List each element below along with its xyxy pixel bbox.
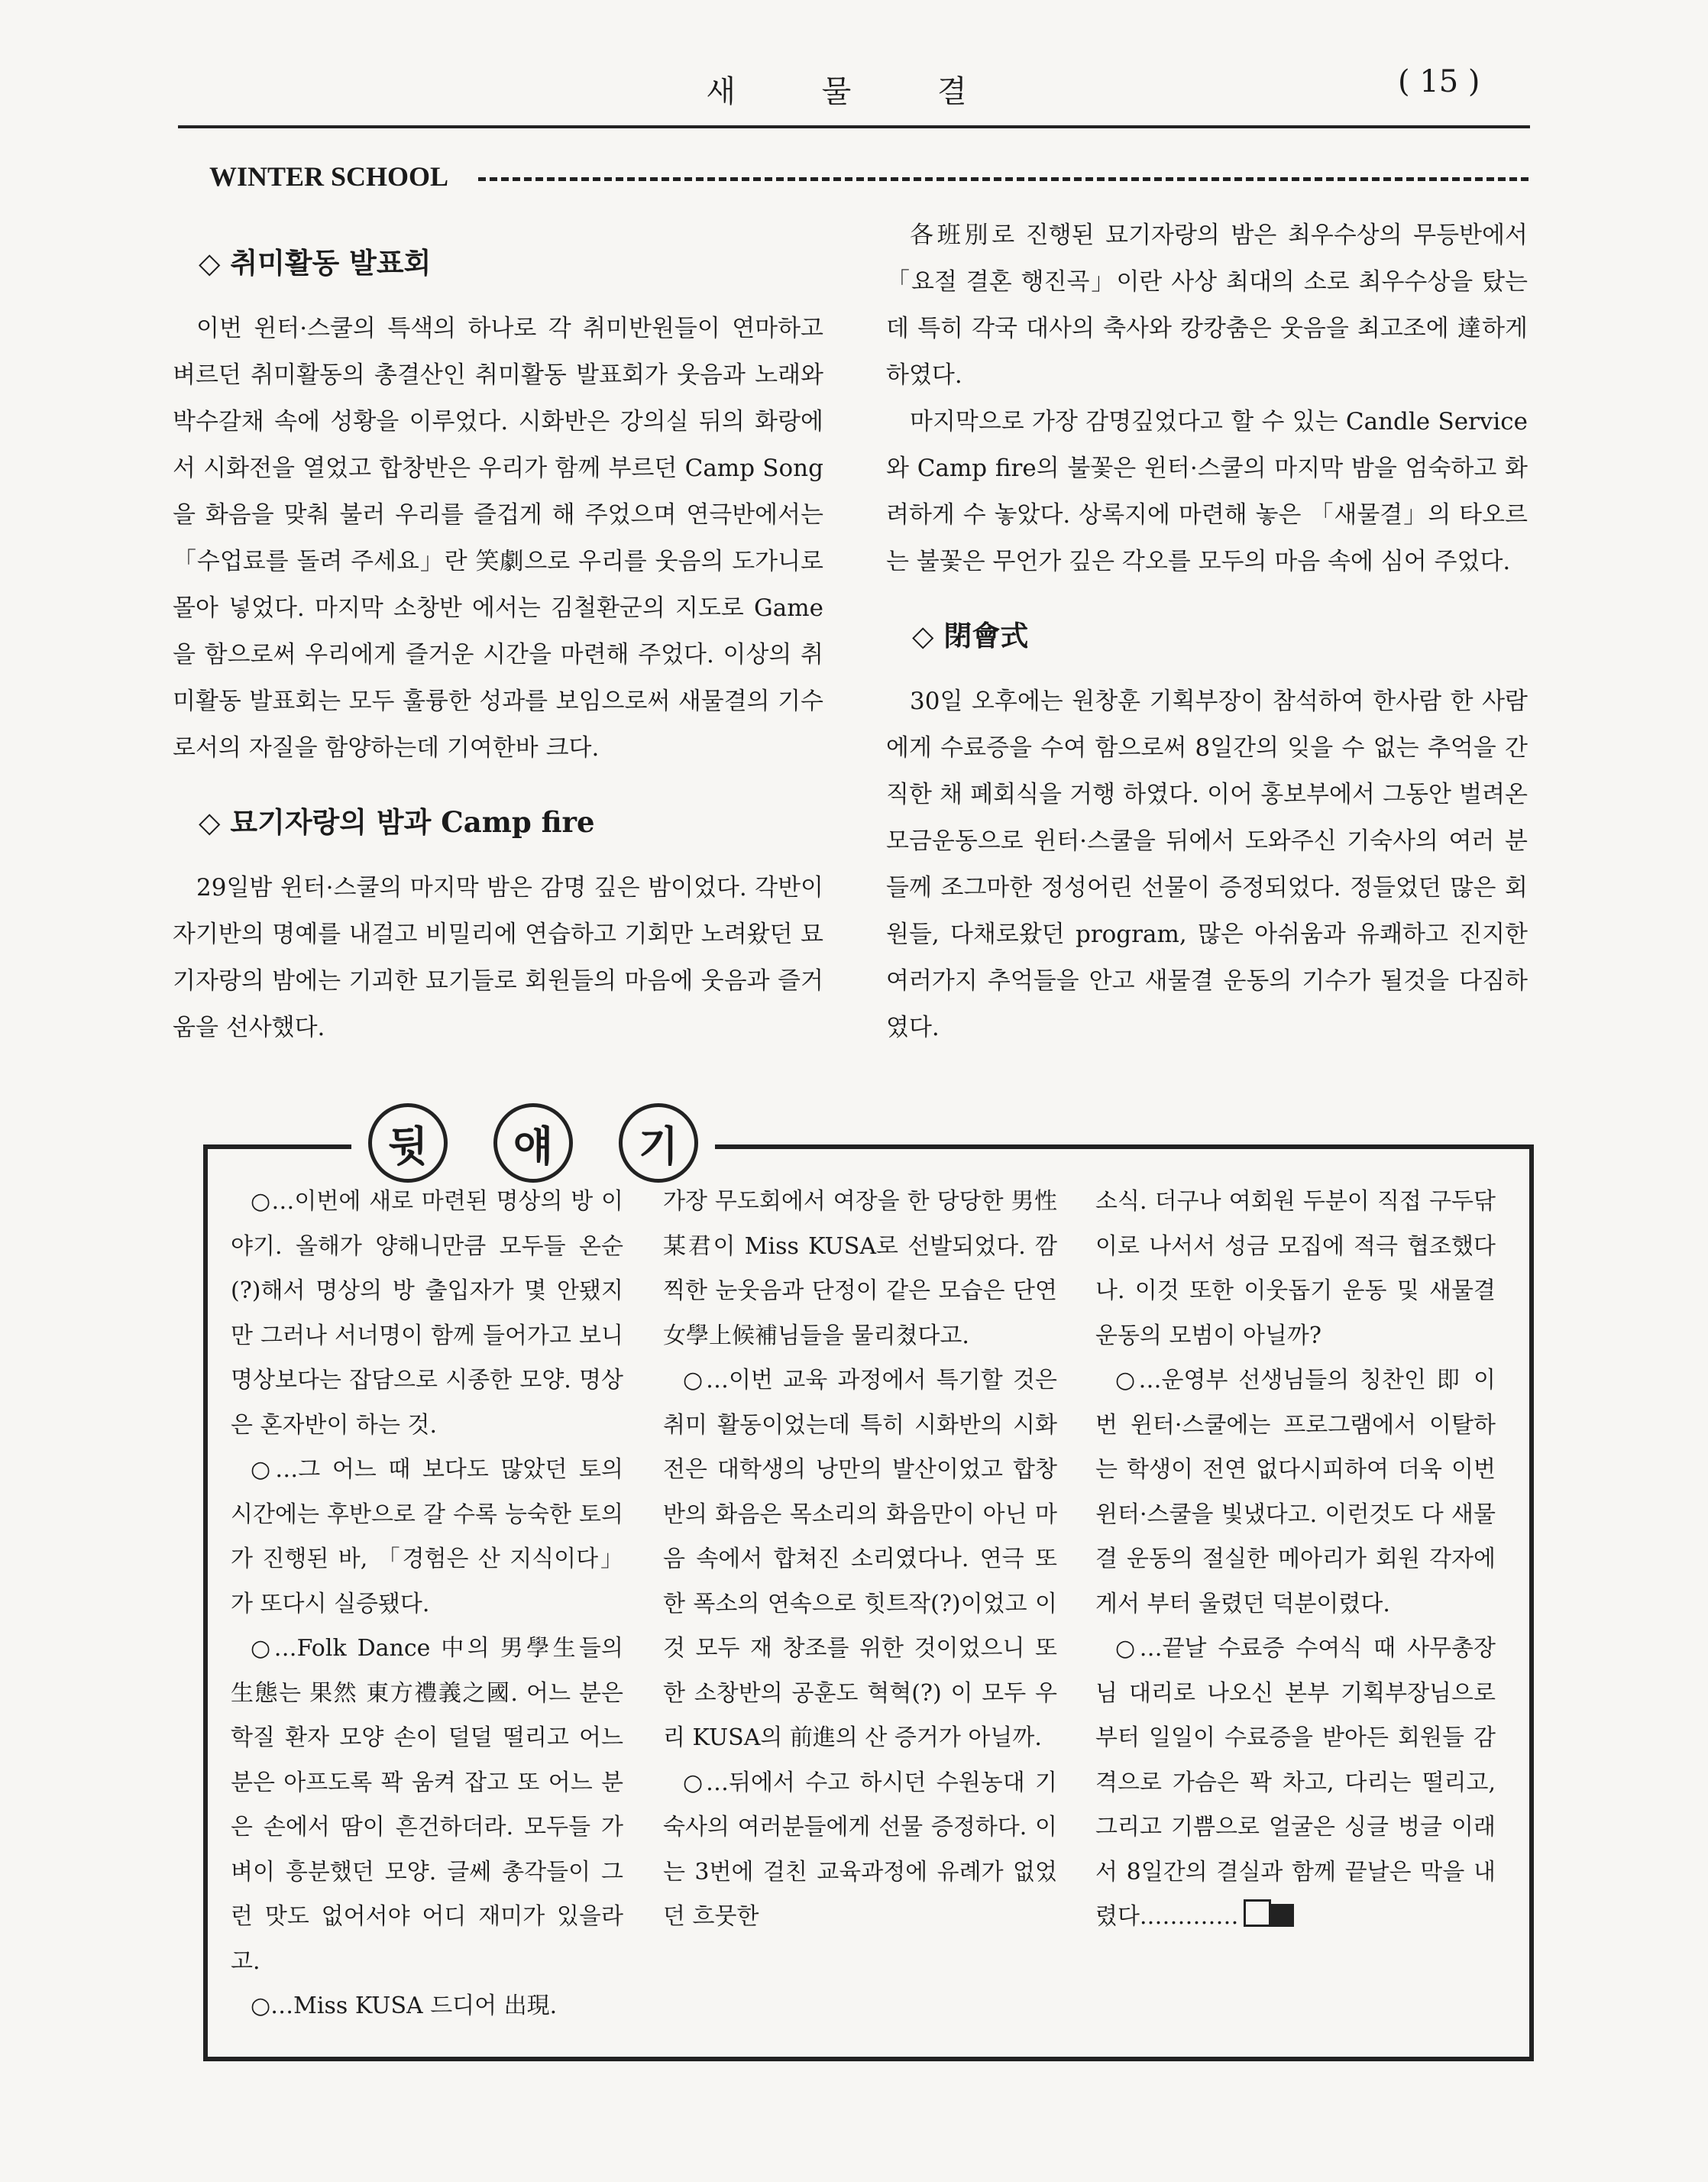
end-mark-icon xyxy=(1244,1899,1271,1927)
paragraph-hobby-presentation: 이번 윈터·스쿨의 특색의 하나로 각 취미반원들이 연마하고 벼르던 취미활동의 총결산인 취미활동 발표회가 웃음과 노래와 박수갈채 속에 성황을 이루었다. 시화반은 강의실 뒤의 화랑에서 시화전을 열었고 합창반은 우리가 함께 부르던 Camp Song을 화음을 맞춰 불러 우리를 즐겁게 해 주었으며 연극반에서는 「수업료를 돌려 주세요」란 笑劇으로 우리를 웃음의 도가니로 몰아 넣었다. 마지막 소창반 에서는 김철환군의 지도로 Game을 함으로써 우리에게 즐거운 시간을 마련해 주었다. 이상의 취미활동 발표회는 모두 훌륭한 성과를 보임으로써 새물결의 기수로서의 자질을 함양하는데 기여한바 크다. xyxy=(173,315,823,762)
anecdote-last-text: ○…끝날 수료증 수여식 때 사무총장님 대리로 나오신 본부 기획부장님으로 부터 일일이 수료증을 받아든 회원들 감격으로 가슴은 꽉 차고, 다리는 떨리고, 그리고 기쁨으로 얼굴은 싱글 벙글 이래서 8일간의 결실과 함께 끝날은 막을 내렸다.………… xyxy=(1095,1635,1496,1930)
anecdote-item: ○…그 어느 때 보다도 많았던 토의 시간에는 후반으로 갈 수록 능숙한 토의가 진행된 바, 「경험은 산 지식이다」가 또다시 실증됐다. xyxy=(231,1456,623,1617)
left-column xyxy=(173,240,823,1051)
anecdote-item-last xyxy=(1095,1627,1496,1940)
section-label: WINTER SCHOOL xyxy=(209,161,449,192)
anecdote-item: ○…뒤에서 수고 하시던 수원농대 기숙사의 여러분들에게 선물 증정하다. 이는 3번에 걸친 교육과정에 유례가 없었던 흐뭇한 xyxy=(663,1769,1057,1930)
right-column xyxy=(886,212,1528,1051)
heading-talent-night: ◇ 묘기자랑의 밤과 Camp fire xyxy=(199,805,595,839)
anecdote-item: ○…Folk Dance 中의 男學生들의 生態는 果然 東方禮義之國. 어느 분은 학질 환자 모양 손이 덜덜 떨리고 어느 분은 아프도록 꽉 움켜 잡고 또 어느 분은 손에서 땀이 흔건하더라. 모두들 가벼이 흥분했던 모양. 글쎄 총각들이 그런 맛도 없어서야 어디 재미가 있을라고. xyxy=(231,1635,623,1975)
anecdote-item: ○…Miss KUSA 드디어 出現. xyxy=(251,1993,558,2019)
running-header-title: 새 물 결 xyxy=(706,74,1005,109)
anecdote-item: 소식. 더구나 여회원 두분이 직접 구두닦이로 나서서 성금 모집에 적극 협조했다나. 이것 또한 이웃돕기 운동 및 새물결 운동의 모범이 아닐까? xyxy=(1095,1188,1496,1349)
title-char-2: 얘 xyxy=(493,1103,573,1183)
heading-closing-ceremony: ◇ 閉會式 xyxy=(912,619,1029,652)
section-dash-rule xyxy=(478,177,1528,181)
page-number: ( 15 ) xyxy=(1398,64,1480,99)
anecdote-box-title xyxy=(351,1103,715,1183)
paragraph-talent-award: 各班別로 진행된 묘기자랑의 밤은 최우수상의 무등반에서 「요절 결혼 행진곡」이란 사상 최대의 소로 최우수상을 탔는데 특히 각국 대사의 축사와 캉캉춤은 웃음을 최고조에 達하게 하였다. xyxy=(886,222,1528,389)
anecdote-item: ○…운영부 선생님들의 칭찬인 即 이번 윈터·스쿨에는 프로그램에서 이탈하는 학생이 전연 없다시피하여 더욱 이번 윈터·스쿨을 빛냈다고. 이런것도 다 새물결 운동의 절실한 메아리가 회원 각자에게서 부터 울렸던 덕분이렸다. xyxy=(1095,1367,1496,1617)
anecdote-item: ○…이번에 새로 마련된 명상의 방 이야기. 올해가 양해니만큼 모두들 온순(?)해서 명상의 방 출입자가 몇 안됐지만 그러나 서너명이 함께 들어가고 보니 명상보다는 잡담으로 시종한 모양. 명상은 혼자반이 하는 것. xyxy=(231,1188,623,1439)
end-block-icon xyxy=(1271,1904,1294,1927)
header-rule xyxy=(178,125,1530,128)
title-char-1: 뒷 xyxy=(368,1103,448,1183)
paragraph-talent-night: 29일밤 윈터·스쿨의 마지막 밤은 감명 깊은 밤이었다. 각반이 자기반의 명예를 내걸고 비밀리에 연습하고 기회만 노려왔던 묘기자랑의 밤에는 기괴한 묘기들로 회원들의 마음에 웃음과 즐거움을 선사했다. xyxy=(173,874,823,1041)
anecdote-item: 가장 무도회에서 여장을 한 당당한 男性 某君이 Miss KUSA로 선발되었다. 깜찍한 눈웃음과 단정이 같은 모습은 단연 女學上候補님들을 물리쳤다고. xyxy=(663,1188,1057,1349)
anecdote-column-3 xyxy=(1095,1180,1496,1940)
paragraph-camp-fire: 마지막으로 가장 감명깊었다고 할 수 있는 Candle Service와 Camp fire의 불꽃은 윈터·스쿨의 마지막 밤을 엄숙하고 화려하게 수 놓았다. 상록지에 마련해 놓은 「새물결」의 타오르는 불꽃은 무언가 깊은 각오를 모두의 마음 속에 심어 주었다. xyxy=(886,408,1528,575)
anecdote-item: ○…이번 교육 과정에서 특기할 것은 취미 활동이었는데 특히 시화반의 시화전은 대학생의 낭만의 발산이었고 합창반의 화음은 목소리의 화음만이 아닌 마음 속에서 합쳐진 소리였다나. 연극 또한 폭소의 연속으로 힛트작(?)이었고 이것 모두 재 창조를 위한 것이었으니 또한 소창반의 공훈도 혁혁(?) 이 모두 우리 KUSA의 前進의 산 증거가 아닐까. xyxy=(663,1367,1057,1751)
anecdote-column-2 xyxy=(663,1180,1057,1940)
anecdote-column-1 xyxy=(231,1180,623,2029)
paragraph-closing-ceremony: 30일 오후에는 원창훈 기획부장이 참석하여 한사람 한 사람에게 수료증을 수여 함으로써 8일간의 잊을 수 없는 추억을 간직한 채 폐회식을 거행 하였다. 이어 홍보부에서 그동안 벌려온 모금운동으로 윈터·스쿨을 뒤에서 도와주신 기숙사의 여러 분들께 조그마한 정성어린 선물이 증정되었다. 정들었던 많은 회원들, 다채로왔던 program, 많은 아쉬움과 유쾌하고 진지한 여러가지 추억들을 안고 새물결 운동의 기수가 될것을 다짐하였다. xyxy=(886,688,1528,1041)
title-char-3: 기 xyxy=(619,1103,698,1183)
heading-hobby-presentation: ◇ 취미활동 발표회 xyxy=(199,246,432,280)
